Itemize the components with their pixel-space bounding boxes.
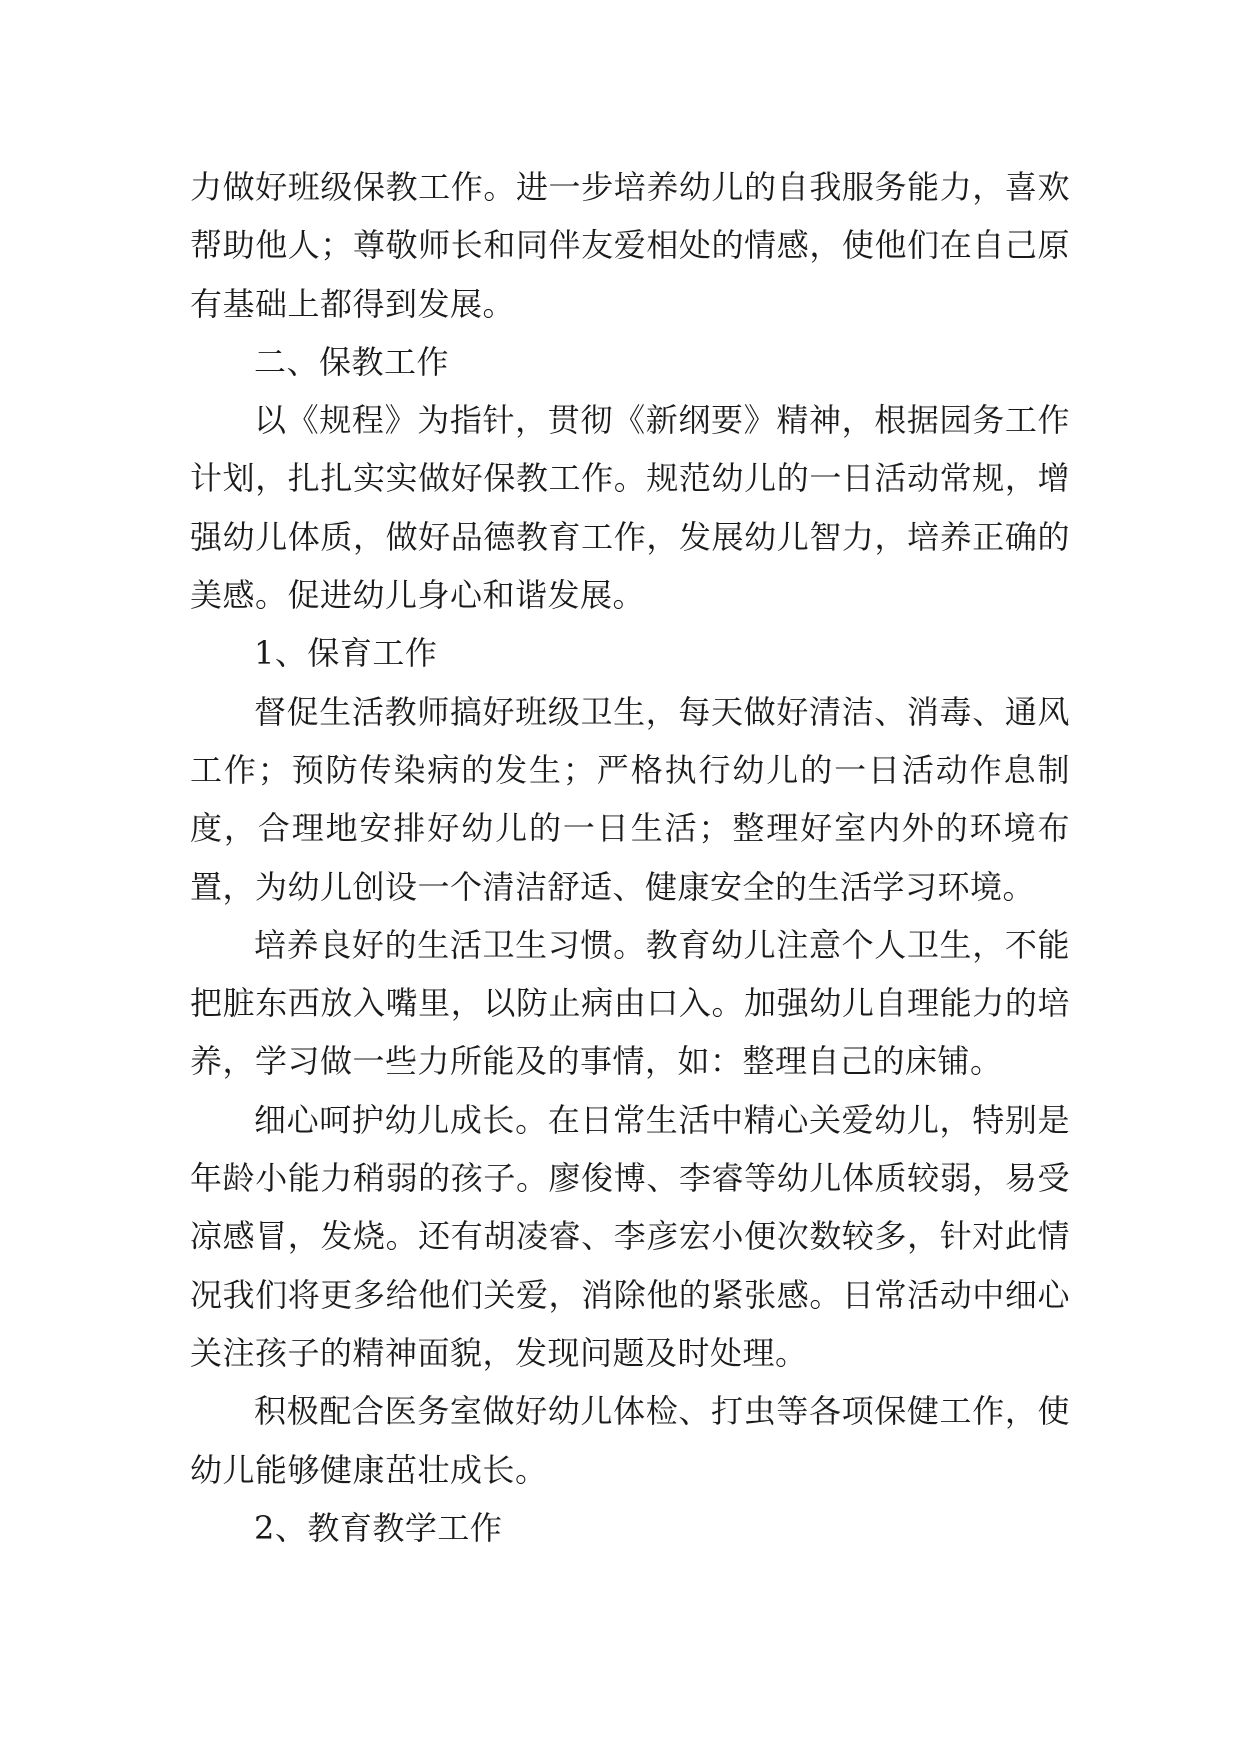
paragraph-habits: 培养良好的生活卫生习惯。教育幼儿注意个人卫生，不能把脏东西放入嘴里，以防止病由口入。加强幼儿自理能力的培养，学习做一些力所能及的事情，如：整理自己的床铺。 xyxy=(190,925,1070,1081)
section-heading-baojiao: 二、保教工作 xyxy=(254,342,450,381)
paragraph-hygiene: 督促生活教师搞好班级卫生，每天做好清洁、消毒、通风工作；预防传染病的发生；严格执行幼儿的一日活动作息制度，合理地安排好幼儿的一日生活；整理好室内外的环境布置，为幼儿创设一个清洁舒适、健康安全的生活学习环境。 xyxy=(190,692,1070,906)
paragraph-guicheng: 以《规程》为指针，贯彻《新纲要》精神，根据园务工作计划，扎扎实实做好保教工作。规范幼儿的一日活动常规，增强幼儿体质，做好品德教育工作，发展幼儿智力，培养正确的美感。促进幼儿身心和谐发展。 xyxy=(190,401,1070,615)
paragraph-health-check: 积极配合医务室做好幼儿体检、打虫等各项保健工作，使幼儿能够健康茁壮成长。 xyxy=(190,1392,1070,1489)
document-body xyxy=(190,158,1070,1557)
paragraph-care: 细心呵护幼儿成长。在日常生活中精心关爱幼儿，特别是年龄小能力稍弱的孩子。廖俊博、李睿等幼儿体质较弱，易受凉感冒，发烧。还有胡凌睿、李彦宏小便次数较多，针对此情况我们将更多给他们关爱，消除他的紧张感。日常活动中细心关注孩子的精神面貌，发现问题及时处理。 xyxy=(190,1100,1070,1372)
paragraph-continued: 力做好班级保教工作。进一步培养幼儿的自我服务能力，喜欢帮助他人；尊敬师长和同伴友爱相处的情感，使他们在自己原有基础上都得到发展。 xyxy=(190,168,1070,323)
subsection-heading-baoyu: 1、保育工作 xyxy=(254,634,438,673)
subsection-heading-teaching: 2、教育教学工作 xyxy=(254,1508,503,1547)
